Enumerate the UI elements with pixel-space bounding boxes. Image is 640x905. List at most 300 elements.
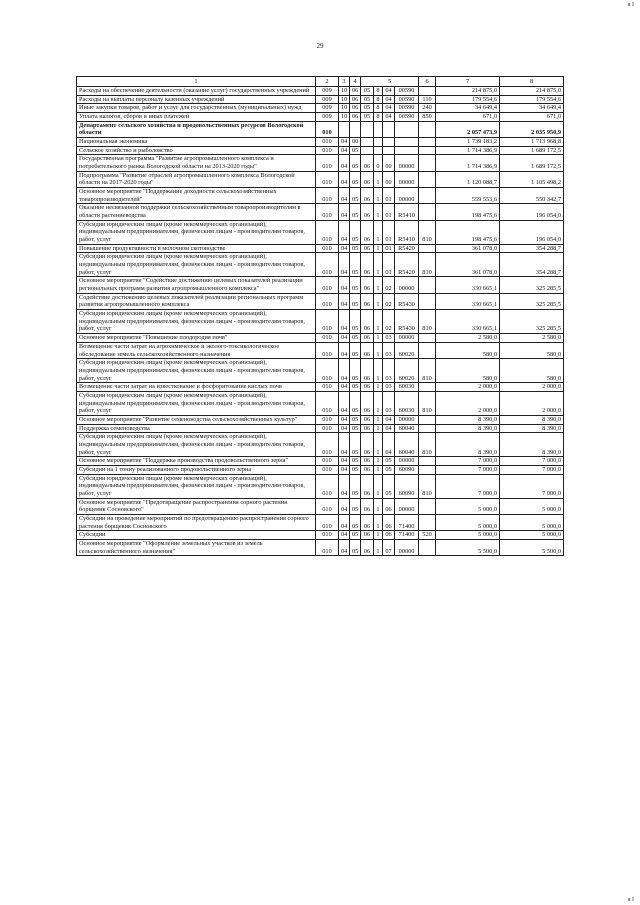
cell-podrazdel: 06: [350, 104, 361, 113]
cell-name: Поддержка семеноводства: [77, 424, 316, 433]
cell-podrazdel: 05: [350, 474, 361, 498]
cell-vedomstvo: 009: [316, 113, 339, 122]
cell-sum-2: 671,0: [500, 113, 564, 122]
cell-razdel: 04: [339, 155, 350, 171]
cell-csr-c: 00: [383, 155, 395, 171]
cell-csr-c: 05: [383, 457, 395, 466]
cell-csr-a: 06: [361, 474, 374, 498]
cell-csr-a: 06: [361, 204, 374, 220]
cell-name: Департамент сельского хозяйства и продовольственных ресурсов Вологодской области: [77, 121, 316, 137]
cell-csr-d: 00000: [395, 277, 419, 293]
cell-vid: [419, 514, 436, 530]
cell-name: Основное мероприятие "Оформление земельных участков из земель сельскохозяйственного назначения": [77, 539, 316, 555]
cell-sum-1: 330 665,1: [436, 310, 500, 334]
cell-podrazdel: 05: [350, 244, 361, 253]
cell-sum-1: 5 000,0: [436, 514, 500, 530]
table-row: [77, 383, 564, 392]
header-cell: 2: [316, 77, 339, 87]
cell-name: Субсидии юридическим лицам (кроме некоммерческих организаций), индивидуальным предпринимателям, физическим лицам - производителям товаров, работ, услуг: [77, 433, 316, 457]
cell-podrazdel: [350, 121, 361, 137]
cell-sum-1: 671,0: [436, 113, 500, 122]
cell-csr-c: 03: [383, 359, 395, 383]
cell-csr-d: 71400: [395, 531, 419, 540]
cell-podrazdel: 05: [350, 342, 361, 358]
table-row: [77, 433, 564, 457]
cell-csr-a: 06: [361, 220, 374, 244]
header-cell: 4: [350, 77, 361, 87]
cell-csr-a: 06: [361, 383, 374, 392]
cell-csr-d: 00000: [395, 155, 419, 171]
table-row: [77, 457, 564, 466]
cell-vedomstvo: 010: [316, 293, 339, 309]
cell-sum-1: 1 714 386,9: [436, 155, 500, 171]
cell-csr-a: 05: [361, 104, 374, 113]
cell-razdel: 04: [339, 188, 350, 204]
cell-csr-b: 1: [374, 293, 383, 309]
table-row: [77, 146, 564, 155]
cell-vid: [419, 383, 436, 392]
cell-csr-d: 00000: [395, 334, 419, 343]
cell-csr-b: 1: [374, 220, 383, 244]
cell-sum-2: 550 342,7: [500, 188, 564, 204]
cell-razdel: 04: [339, 138, 350, 147]
header-cell: 7: [436, 77, 500, 87]
cell-csr-d: 60030: [395, 383, 419, 392]
cell-name: Основное мероприятие "Развитие семеноводства сельскохозяйственных культур": [77, 415, 316, 424]
cell-sum-1: 214 875,0: [436, 87, 500, 96]
cell-vid: [419, 155, 436, 171]
cell-csr-c: [383, 121, 395, 137]
cell-sum-1: 1 739 183,2: [436, 138, 500, 147]
cell-csr-c: 01: [383, 204, 395, 220]
cell-podrazdel: 05: [350, 204, 361, 220]
cell-csr-b: 1: [374, 415, 383, 424]
cell-sum-1: 330 665,1: [436, 293, 500, 309]
cell-sum-2: 8 390,0: [500, 415, 564, 424]
cell-vedomstvo: 010: [316, 424, 339, 433]
cell-name: Возмещение части затрат на известкование и фосфоритование кислых почв: [77, 383, 316, 392]
cell-razdel: 04: [339, 253, 350, 277]
cell-sum-1: 5 500,0: [436, 539, 500, 555]
cell-vid: [419, 457, 436, 466]
cell-razdel: 04: [339, 334, 350, 343]
table-row: [77, 104, 564, 113]
cell-csr-b: 1: [374, 253, 383, 277]
cell-csr-d: [395, 138, 419, 147]
cell-razdel: 10: [339, 104, 350, 113]
cell-csr-a: 05: [361, 87, 374, 96]
table-row: [77, 220, 564, 244]
cell-podrazdel: 05: [350, 531, 361, 540]
cell-vedomstvo: 009: [316, 87, 339, 96]
cell-csr-d: 60030: [395, 391, 419, 415]
cell-podrazdel: 05: [350, 498, 361, 514]
table-row: [77, 121, 564, 137]
cell-csr-d: [395, 121, 419, 137]
table-row: [77, 359, 564, 383]
cell-csr-a: 06: [361, 465, 374, 474]
table-row: [77, 188, 564, 204]
cell-vid: [419, 465, 436, 474]
cell-razdel: 04: [339, 539, 350, 555]
cell-razdel: 10: [339, 95, 350, 104]
cell-vedomstvo: 010: [316, 146, 339, 155]
cell-name: Иные закупки товаров, работ и услуг для государственных (муниципальных) нужд: [77, 104, 316, 113]
cell-razdel: 04: [339, 359, 350, 383]
cell-csr-b: 1: [374, 244, 383, 253]
cell-podrazdel: 05: [350, 457, 361, 466]
cell-csr-c: 02: [383, 310, 395, 334]
cell-name: Основное мероприятие "Повышение плодородия почв": [77, 334, 316, 343]
cell-sum-1: 2 057 473,9: [436, 121, 500, 137]
cell-csr-a: 06: [361, 244, 374, 253]
cell-csr-a: 06: [361, 188, 374, 204]
cell-razdel: 04: [339, 465, 350, 474]
table-row: [77, 293, 564, 309]
cell-sum-1: 2 000,0: [436, 391, 500, 415]
cell-sum-1: 330 665,1: [436, 277, 500, 293]
cell-csr-b: [374, 121, 383, 137]
cell-razdel: 04: [339, 391, 350, 415]
cell-name: Субсидии: [77, 531, 316, 540]
cell-vid: [419, 342, 436, 358]
cell-vid: [419, 188, 436, 204]
cell-vid: 810: [419, 310, 436, 334]
table-row: [77, 391, 564, 415]
cell-razdel: 04: [339, 514, 350, 530]
cell-sum-2: 8 390,0: [500, 433, 564, 457]
cell-sum-1: 2 000,0: [436, 383, 500, 392]
cell-name: Субсидии юридическим лицам (кроме некоммерческих организаций), индивидуальным предпринимателям, физическим лицам - производителям товаров, работ, услуг: [77, 474, 316, 498]
budget-table: [76, 76, 564, 556]
cell-razdel: 04: [339, 474, 350, 498]
cell-csr-c: 00: [383, 171, 395, 187]
cell-podrazdel: 05: [350, 155, 361, 171]
cell-sum-1: 580,0: [436, 342, 500, 358]
cell-csr-a: 06: [361, 342, 374, 358]
cell-csr-b: 1: [374, 498, 383, 514]
cell-vedomstvo: 010: [316, 465, 339, 474]
cell-csr-a: 06: [361, 514, 374, 530]
cell-csr-c: 01: [383, 244, 395, 253]
cell-vid: [419, 204, 436, 220]
cell-vedomstvo: 010: [316, 253, 339, 277]
cell-name: Субсидии юридическим лицам (кроме некоммерческих организаций), индивидуальным предпринимателям, физическим лицам - производителям товаров, работ, услуг: [77, 391, 316, 415]
cell-razdel: 04: [339, 498, 350, 514]
cell-sum-1: 8 390,0: [436, 415, 500, 424]
cell-vedomstvo: 009: [316, 95, 339, 104]
cell-razdel: 04: [339, 293, 350, 309]
cell-csr-a: 06: [361, 433, 374, 457]
cell-name: Государственная программа "Развитие агропромышленного комплекса и потребительского рынка Вологодской области на 2013-2020 годы": [77, 155, 316, 171]
table-row: [77, 474, 564, 498]
cell-sum-2: 1 713 968,8: [500, 138, 564, 147]
cell-sum-2: 580,0: [500, 342, 564, 358]
cell-name: Уплата налогов, сборов и иных платежей: [77, 113, 316, 122]
cell-vid: 810: [419, 253, 436, 277]
table-row: [77, 498, 564, 514]
cell-sum-1: 179 554,6: [436, 95, 500, 104]
cell-vid: [419, 171, 436, 187]
cell-podrazdel: 05: [350, 424, 361, 433]
cell-csr-a: 06: [361, 253, 374, 277]
table-row: [77, 342, 564, 358]
cell-csr-a: 06: [361, 498, 374, 514]
cell-csr-b: 1: [374, 188, 383, 204]
cell-sum-2: 354 288,7: [500, 253, 564, 277]
cell-vedomstvo: 010: [316, 391, 339, 415]
cell-sum-1: 5 000,0: [436, 498, 500, 514]
cell-csr-c: 05: [383, 474, 395, 498]
cell-razdel: 04: [339, 244, 350, 253]
cell-csr-a: 05: [361, 113, 374, 122]
cell-name: Содействие достижению целевых показателей реализации региональных программ развития агропромышленного комплекса: [77, 293, 316, 309]
cell-sum-1: 1 120 088,7: [436, 171, 500, 187]
cell-podrazdel: 05: [350, 359, 361, 383]
cell-vedomstvo: 010: [316, 457, 339, 466]
cell-podrazdel: 06: [350, 87, 361, 96]
cell-csr-a: 06: [361, 457, 374, 466]
cell-name: Основное мероприятие "Поддержка производства продовольственного зерна": [77, 457, 316, 466]
cell-csr-b: 1: [374, 539, 383, 555]
cell-podrazdel: 05: [350, 433, 361, 457]
cell-csr-a: [361, 146, 374, 155]
cell-razdel: [339, 121, 350, 137]
cell-csr-c: 04: [383, 95, 395, 104]
cell-name: Субсидии на проведение мероприятий по предотвращению распространения сорного растения борщевик Сосновского: [77, 514, 316, 530]
cell-csr-d: 00000: [395, 415, 419, 424]
cell-csr-c: 06: [383, 514, 395, 530]
cell-razdel: 10: [339, 87, 350, 96]
cell-csr-a: 06: [361, 415, 374, 424]
cell-sum-1: 198 475,6: [436, 204, 500, 220]
cell-razdel: 10: [339, 113, 350, 122]
cell-razdel: 04: [339, 310, 350, 334]
cell-sum-2: 5 000,0: [500, 498, 564, 514]
cell-sum-2: 34 649,4: [500, 104, 564, 113]
cell-csr-d: R5410: [395, 204, 419, 220]
table-row: [77, 531, 564, 540]
cell-sum-1: 8 390,0: [436, 433, 500, 457]
cell-podrazdel: 05: [350, 146, 361, 155]
cell-csr-a: [361, 138, 374, 147]
cell-csr-d: 71400: [395, 514, 419, 530]
cell-sum-2: 1 689 172,5: [500, 155, 564, 171]
table-row: [77, 95, 564, 104]
cell-csr-d: 00000: [395, 171, 419, 187]
cell-podrazdel: 05: [350, 293, 361, 309]
cell-csr-a: 06: [361, 359, 374, 383]
cell-vedomstvo: 010: [316, 334, 339, 343]
cell-csr-b: 1: [374, 334, 383, 343]
cell-sum-2: 8 390,0: [500, 424, 564, 433]
table-row: [77, 514, 564, 530]
cell-vedomstvo: 010: [316, 188, 339, 204]
cell-vid: [419, 498, 436, 514]
cell-csr-d: 00000: [395, 457, 419, 466]
cell-sum-1: 361 078,0: [436, 244, 500, 253]
cell-razdel: 04: [339, 220, 350, 244]
cell-sum-1: 1 714 386,9: [436, 146, 500, 155]
cell-vid: [419, 539, 436, 555]
cell-sum-2: 196 054,0: [500, 204, 564, 220]
cell-name: Возмещение части затрат на агрохимическое и эколого-токсикологическое обследование земель сельскохозяйственного назначения: [77, 342, 316, 358]
cell-csr-c: 04: [383, 87, 395, 96]
cell-sum-2: 196 054,0: [500, 220, 564, 244]
cell-sum-1: 5 000,0: [436, 531, 500, 540]
cell-csr-d: R5420: [395, 253, 419, 277]
cell-sum-1: 7 000,0: [436, 457, 500, 466]
cell-razdel: 04: [339, 531, 350, 540]
cell-podrazdel: 06: [350, 95, 361, 104]
table-row: [77, 138, 564, 147]
cell-name: Субсидии на 1 тонну реализованного продовольственного зерна: [77, 465, 316, 474]
cell-vid: [419, 87, 436, 96]
cell-csr-b: 1: [374, 457, 383, 466]
cell-csr-c: [383, 146, 395, 155]
cell-name: Сельское хозяйство и рыболовство: [77, 146, 316, 155]
table-row: [77, 277, 564, 293]
cell-csr-b: [374, 138, 383, 147]
cell-csr-b: 1: [374, 424, 383, 433]
cell-vid: [419, 121, 436, 137]
cell-vid: 520: [419, 531, 436, 540]
cell-csr-d: R5430: [395, 310, 419, 334]
cell-sum-2: 7 000,0: [500, 474, 564, 498]
cell-vedomstvo: 010: [316, 531, 339, 540]
cell-vid: [419, 415, 436, 424]
cell-csr-d: 00590: [395, 95, 419, 104]
table-row: [77, 244, 564, 253]
cell-sum-2: 325 285,5: [500, 310, 564, 334]
cell-podrazdel: 05: [350, 188, 361, 204]
cell-vid: 810: [419, 391, 436, 415]
header-cell: 6: [419, 77, 436, 87]
cell-vedomstvo: 010: [316, 155, 339, 171]
cell-name: Субсидии юридическим лицам (кроме некоммерческих организаций), индивидуальным предпринимателям, физическим лицам - производителям товаров, работ, услуг: [77, 310, 316, 334]
cell-csr-a: 06: [361, 334, 374, 343]
cell-sum-2: 2 580,0: [500, 334, 564, 343]
cell-sum-2: 5 000,0: [500, 531, 564, 540]
cell-csr-b: 1: [374, 391, 383, 415]
cell-sum-2: 325 285,5: [500, 293, 564, 309]
cell-razdel: 04: [339, 146, 350, 155]
cell-csr-a: 06: [361, 531, 374, 540]
cell-csr-b: 1: [374, 171, 383, 187]
cell-csr-a: 06: [361, 310, 374, 334]
cell-sum-2: 214 875,0: [500, 87, 564, 96]
cell-csr-b: 1: [374, 531, 383, 540]
cell-vedomstvo: 010: [316, 514, 339, 530]
cell-sum-2: 354 288,7: [500, 244, 564, 253]
cell-sum-1: 2 580,0: [436, 334, 500, 343]
cell-name: Оказание несвязанной поддержки сельскохозяйственным товаропроизводителям в области растениеводства: [77, 204, 316, 220]
cell-podrazdel: 05: [350, 171, 361, 187]
cell-vedomstvo: 010: [316, 474, 339, 498]
cell-podrazdel: 05: [350, 310, 361, 334]
cell-vid: [419, 424, 436, 433]
cell-podrazdel: 06: [350, 113, 361, 122]
table-row: [77, 415, 564, 424]
cell-csr-b: 1: [374, 277, 383, 293]
cell-sum-1: 580,0: [436, 359, 500, 383]
cell-csr-b: 8: [374, 87, 383, 96]
cell-vedomstvo: 010: [316, 138, 339, 147]
cell-csr-c: 01: [383, 188, 395, 204]
cell-vid: 240: [419, 104, 436, 113]
cell-vedomstvo: 010: [316, 342, 339, 358]
cell-csr-c: 03: [383, 391, 395, 415]
table-row: [77, 113, 564, 122]
cell-csr-a: 06: [361, 391, 374, 415]
cell-csr-d: [395, 146, 419, 155]
cell-csr-d: R5420: [395, 244, 419, 253]
cell-csr-b: 1: [374, 204, 383, 220]
cell-csr-c: 02: [383, 293, 395, 309]
cell-sum-1: 34 649,4: [436, 104, 500, 113]
cell-csr-a: 05: [361, 95, 374, 104]
cell-csr-b: 1: [374, 433, 383, 457]
cell-csr-b: 8: [374, 104, 383, 113]
cell-csr-b: 1: [374, 383, 383, 392]
cell-csr-c: 06: [383, 531, 395, 540]
table-row: [77, 334, 564, 343]
cell-csr-b: 8: [374, 113, 383, 122]
cell-csr-d: 60090: [395, 474, 419, 498]
cell-podrazdel: 05: [350, 334, 361, 343]
cell-razdel: 04: [339, 171, 350, 187]
cell-sum-1: 7 000,0: [436, 465, 500, 474]
cell-name: Основное мероприятие "Поддержание доходности сельскохозяйственных товаропроизводителей": [77, 188, 316, 204]
cell-csr-c: 01: [383, 253, 395, 277]
cell-vid: 810: [419, 220, 436, 244]
cell-csr-d: 60020: [395, 359, 419, 383]
cell-vid: [419, 138, 436, 147]
cell-name: Расходы на обеспечение деятельности (оказание услуг) государственных учреждений: [77, 87, 316, 96]
cell-name: Субсидии юридическим лицам (кроме некоммерческих организаций), индивидуальным предпринимателям, физическим лицам - производителям товаров, работ, услуг: [77, 359, 316, 383]
cell-csr-d: 00000: [395, 188, 419, 204]
cell-csr-b: 0: [374, 155, 383, 171]
cell-csr-c: 05: [383, 465, 395, 474]
cell-sum-1: 198 475,6: [436, 220, 500, 244]
corner-mark-top: я I: [627, 2, 634, 8]
cell-sum-2: 5 500,0: [500, 539, 564, 555]
cell-csr-d: 00000: [395, 498, 419, 514]
table-row: [77, 204, 564, 220]
cell-vedomstvo: 010: [316, 383, 339, 392]
cell-csr-b: 1: [374, 310, 383, 334]
table-row: [77, 253, 564, 277]
cell-csr-c: 04: [383, 433, 395, 457]
cell-name: Основное мероприятие "Предотвращение распространения сорного растения борщевик Сосновского": [77, 498, 316, 514]
cell-csr-b: 1: [374, 465, 383, 474]
cell-csr-b: 1: [374, 514, 383, 530]
cell-csr-d: 00590: [395, 113, 419, 122]
cell-podrazdel: 05: [350, 391, 361, 415]
cell-razdel: 04: [339, 383, 350, 392]
cell-podrazdel: 05: [350, 383, 361, 392]
cell-podrazdel: 05: [350, 539, 361, 555]
cell-name: Повышение продуктивности в молочном скотоводстве: [77, 244, 316, 253]
cell-csr-a: 06: [361, 171, 374, 187]
cell-csr-b: 1: [374, 474, 383, 498]
cell-csr-d: 60040: [395, 424, 419, 433]
cell-csr-a: [361, 121, 374, 137]
cell-csr-d: 00000: [395, 539, 419, 555]
cell-vid: [419, 277, 436, 293]
cell-csr-a: 06: [361, 539, 374, 555]
header-cell: 5: [361, 77, 419, 87]
